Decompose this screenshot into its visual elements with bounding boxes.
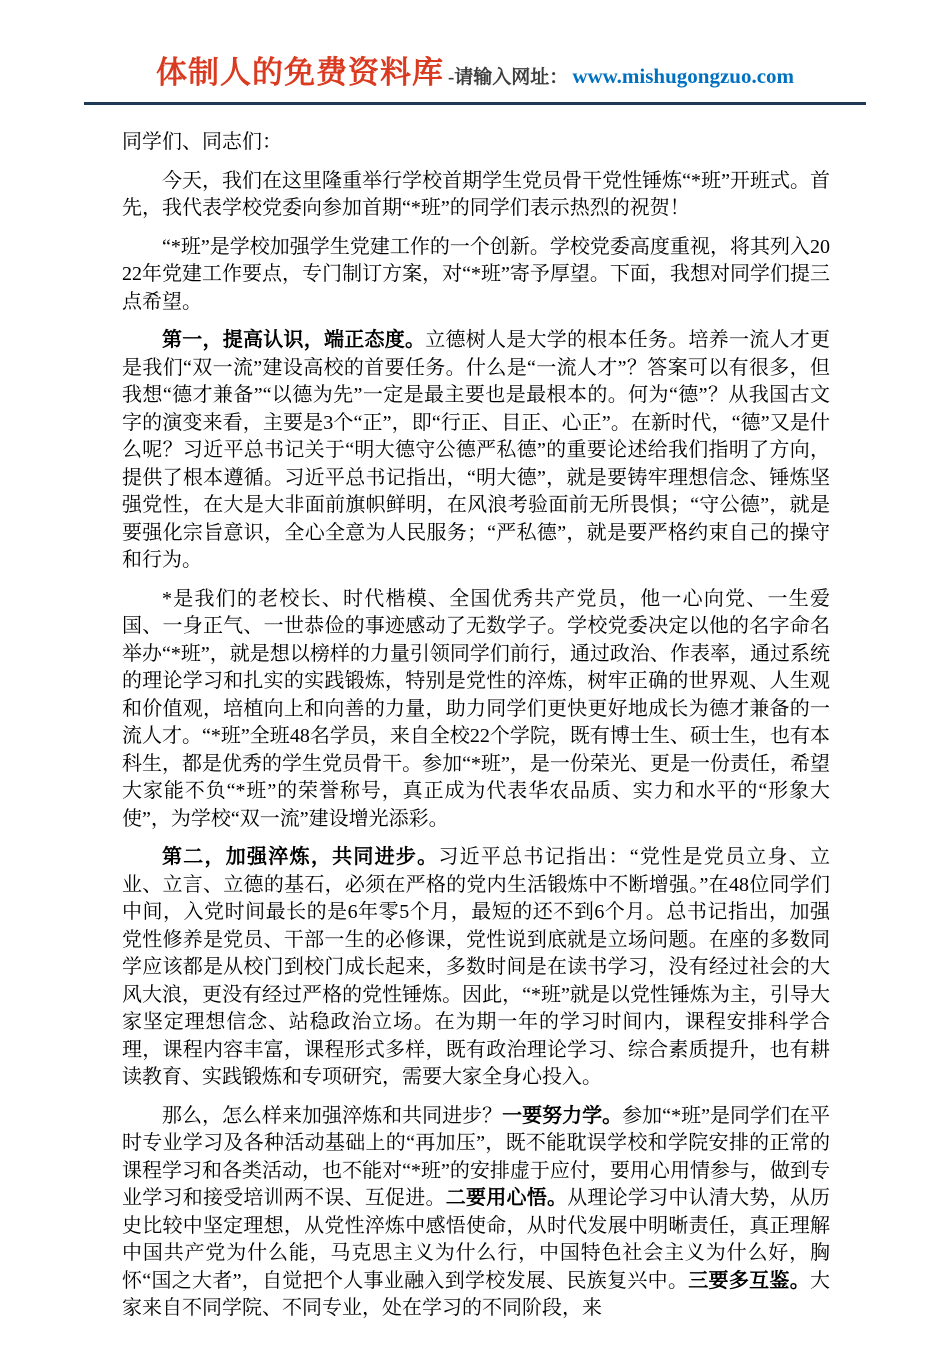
bold-text-segment: 一要努力学。 [502,1104,623,1127]
paragraph [122,586,830,834]
url-prompt-label: -请输入网址： [447,67,569,88]
paragraph [122,844,830,1092]
paragraph [122,168,830,223]
text-segment: 参加“*班”是同学们在平时专业学习及各种活动基础上的“再加压”，既不能耽误学校和学院安排的正常的课程学习和各类活动，也不能对“*班”的安排虚于应付，要用心用情参与，做到专业学习和接受培训两不误、互促进。 [122,1104,830,1210]
bold-text-segment: 三要多互鉴。 [688,1269,810,1292]
text-segment: “*班”是学校加强学生党建工作的一个创新。学校党委高度重视，将其列入2022年党建工作要点，专门制订方案，对“*班”寄予厚望。下面，我想对同学们提三点希望。 [122,235,830,313]
paragraph [122,1103,830,1323]
brand-title: 体制人的免费资料库 [155,55,444,90]
text-segment: 同学们、同志们： [122,131,282,154]
paragraph [122,234,830,317]
bold-text-segment: 第一，提高认识，端正态度。 [162,329,426,352]
text-segment: *是我们的老校长、时代楷模、全国优秀共产党员，他一心向党、一生爱国、一身正气、一世恭俭的事迹感动了无数学子。学校党委决定以他的名字命名举办“*班”，就是想以榜样的力量引领同学们前行，通过政治、作表率，通过系统的理论学习和扎实的实践锻炼，特别是党性的淬炼，树牢正确的世界观、人生观和价值观，培植向上和向善的力量，助力同学们更快更好地成长为德才兼备的一流人才。“*班”全班48名学员，来自全校22个学院，既有博士生、硕士生，也有本科生，都是优秀的学生党员骨干。参加“*班”，是一份荣光、更是一份责任，希望大家能不负“*班”的荣誉称号，真正成为代表华农品质、实力和水平的“形象大使”，为学校“双一流”建设增光添彩。 [122,587,830,830]
text-segment: 那么，怎么样来加强淬炼和共同进步？ [162,1104,503,1127]
paragraph [122,327,830,575]
text-segment: 立德树人是大学的根本任务。培养一流人才更是我们“双一流”建设高校的首要任务。什么是“一流人才”？答案可以有很多，但我想“德才兼备”“以德为先”一定是最主要也是最根本的。何为“德”？从我国古文字的演变来看，主要是3个“正”，即“行正、目正、心正”。在新时代，“德”又是什么呢？习近平总书记关于“明大德守公德严私德”的重要论述给我们指明了方向，提供了根本遵循。习近平总书记指出，“明大德”，就是要铸牢理想信念、锤炼坚强党性，在大是大非面前旗帜鲜明，在风浪考验面前无所畏惧；“守公德”，就是要强化宗旨意识，全心全意为人民服务；“严私德”，就是要严格约束自己的操守和行为。 [122,329,830,572]
document-body [0,105,950,1364]
site-header [0,56,950,90]
text-segment: 大家来自不同学院、不同专业，处在学习的不同阶段，来 [122,1269,830,1320]
text-segment: 从理论学习中认清大势，从历史比较中坚定理想，从党性淬炼中感悟使命，从时代发展中明晰责任，真正理解中国共产党为什么能，马克思主义为什么行，中国特色社会主义为什么好，胸怀“国之大者”，自觉把个人事业融入到学校发展、民族复兴中。 [122,1187,831,1292]
text-segment: 习近平总书记指出：“党性是党员立身、立业、立言、立德的基石，必须在严格的党内生活锻炼中不断增强。”在48位同学们中间，入党时间最长的是6年零5个月，最短的还不到6个月。总书记指出，加强党性修养是党员、干部一生的必修课，党性说到底就是立场问题。在座的多数同学应该都是从校门到校门成长起来，多数时间是在读书学习，没有经过社会的大风大浪，更没有经过严格的党性锤炼。因此，“*班”就是以党性锤炼为主，引导大家坚定理想信念、站稳政治立场。在为期一年的学习时间内，课程安排科学合理，课程内容丰富，课程形式多样，既有政治理论学习、综合素质提升，也有耕读教育、实践锻炼和专项研究，需要大家全身心投入。 [122,846,830,1089]
text-segment: 今天，我们在这里隆重举行学校首期学生党员骨干党性锤炼“*班”开班式。首先，我代表学校党委向参加首期“*班”的同学们表示热烈的祝贺！ [122,169,830,220]
bold-text-segment: 二要用心悟。 [445,1187,568,1210]
site-url-link[interactable]: www.mishugongzuo.com [572,64,795,88]
paragraph [122,129,830,157]
bold-text-segment: 第二，加强淬炼，共同进步。 [162,846,439,869]
